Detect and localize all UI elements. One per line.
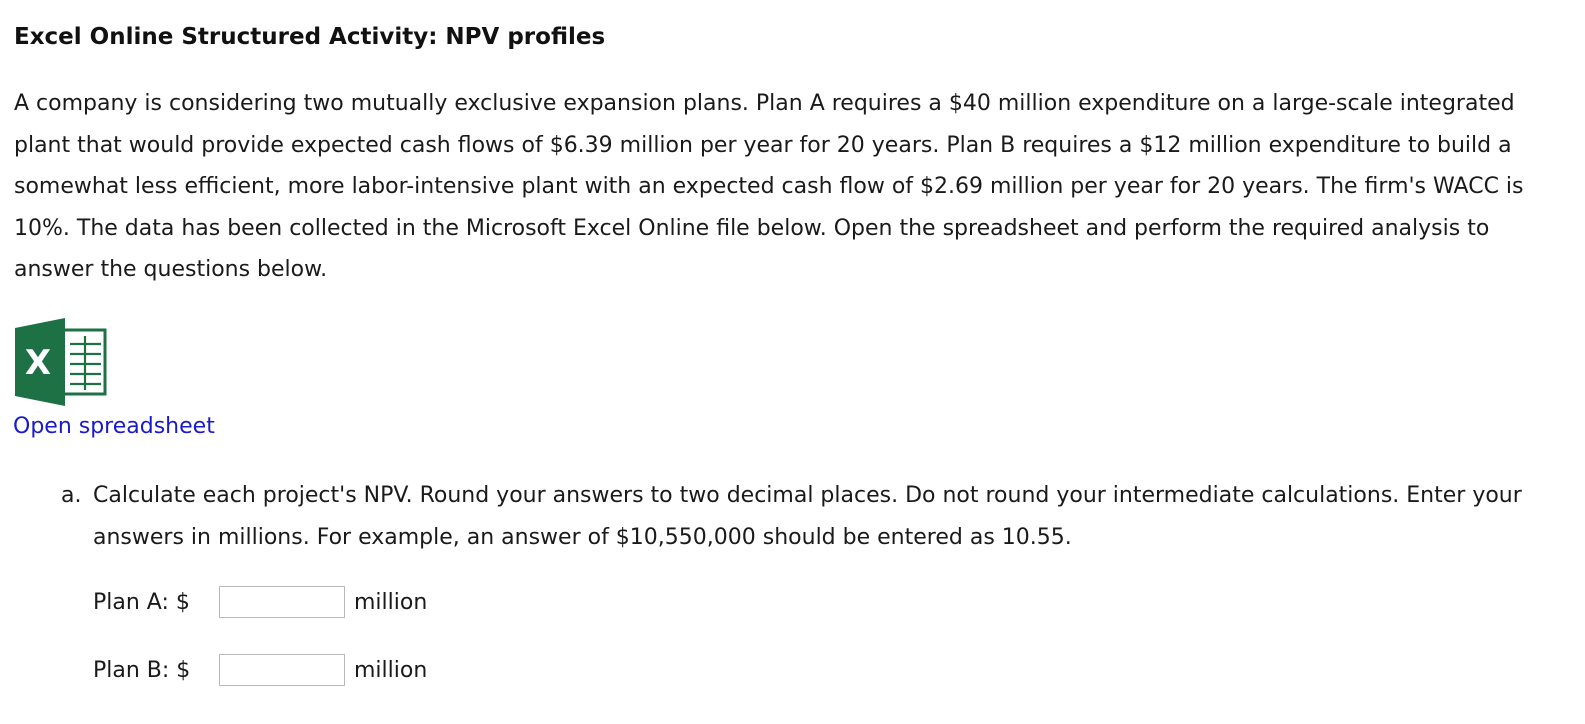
problem-description: A company is considering two mutually exclusive expansion plans. Plan A requires a $40 million expenditure on a large-scale integrated plant that would provide expected cash flows of $6.39 million per year for 20 years. Plan B requires a $12 million expenditure to build a somewhat less efficient, more labor-intensive plant with an expected cash flow of $2.69 million per year for 20 years. The firm's WACC is 10%. The data has been collected in the Microsoft Excel Online file below. Open the spreadsheet and perform the required analysis to answer the questions below.: [14, 91, 1524, 282]
plan-b-unit: million: [354, 657, 428, 683]
question-a-marker: a.: [61, 483, 82, 508]
plan-b-label: Plan B: $: [93, 657, 191, 683]
question-a: [61, 475, 1553, 558]
plan-a-row: [93, 584, 427, 620]
plan-a-input[interactable]: [219, 586, 345, 618]
page-title: Excel Online Structured Activity: NPV profiles: [14, 24, 606, 50]
plan-b-row: [93, 652, 427, 688]
open-spreadsheet-link[interactable]: Open spreadsheet: [13, 414, 215, 439]
plan-a-unit: million: [354, 589, 428, 615]
plan-a-label: Plan A: $: [93, 589, 190, 615]
excel-icon[interactable]: [15, 318, 107, 406]
excel-icon-letter: X: [24, 343, 52, 383]
plan-b-input[interactable]: [219, 654, 345, 686]
question-a-text: Calculate each project's NPV. Round your answers to two decimal places. Do not round your intermediate calculations. Enter your answers in millions. For example, an answer of $10,550,000 should be entered as 10.55.: [93, 483, 1522, 550]
